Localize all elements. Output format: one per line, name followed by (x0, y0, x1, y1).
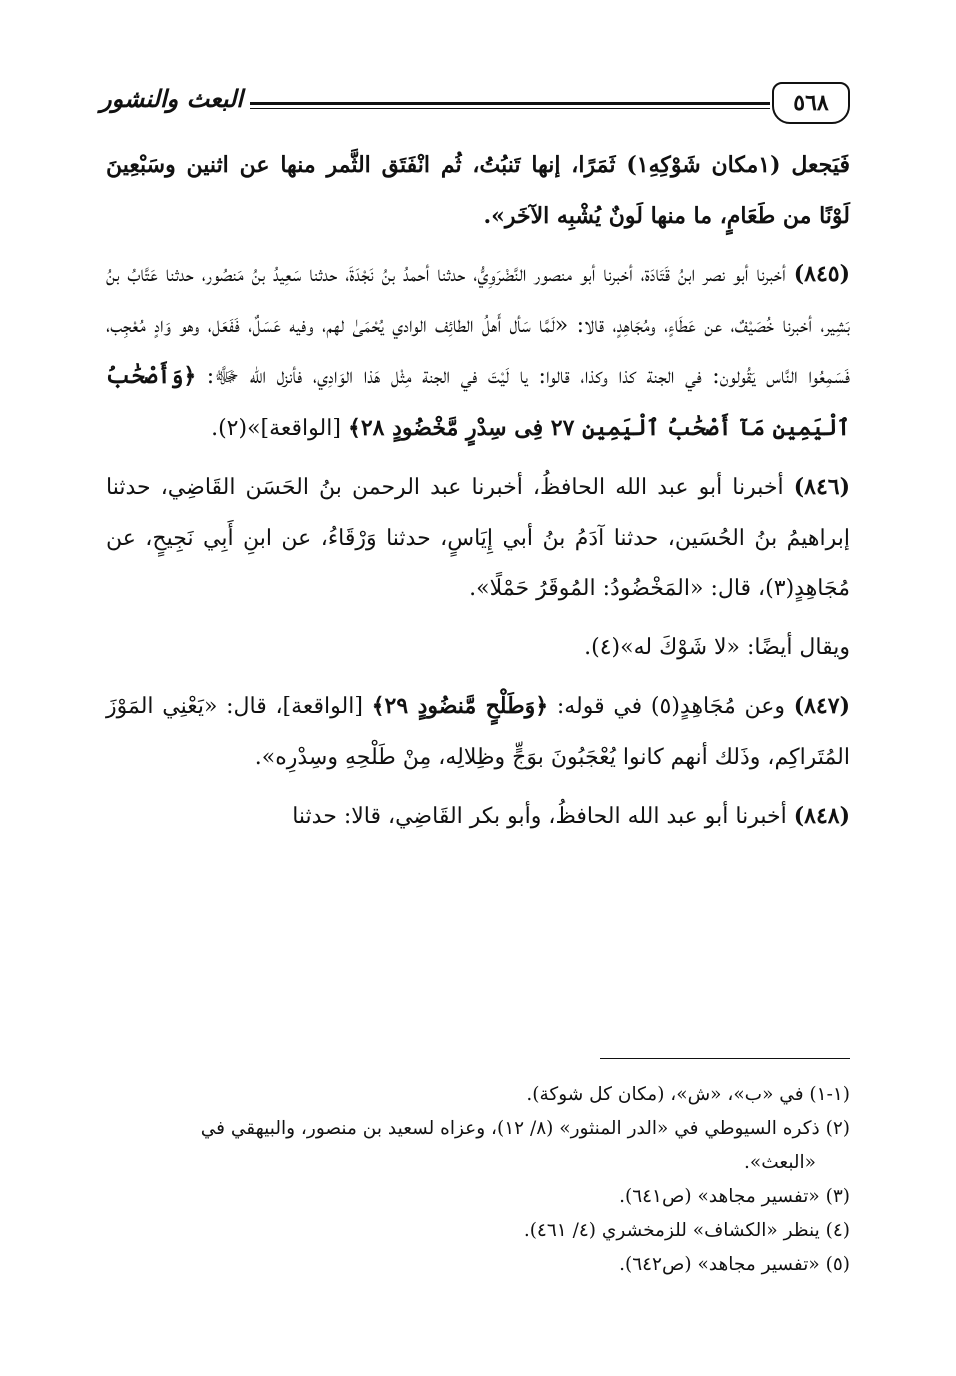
hadith-text: أخبرنا أبو عبد الله الحافظُ، وأبو بكر القَاضِي، قالا: حدثنا (292, 804, 787, 829)
hadith-text: [الواقعة]، قال: «يَعْنِي المَوْزَ المُتَراكِم، وذَلك أنهم كانوا يُعْجَبُونَ بوَجٍّ وظِلالِه، مِنْ طَلْحِهِ وسِدْرِه». (106, 694, 850, 770)
footnote-separator (600, 1058, 850, 1059)
hadith-number: (٨٤٨) (793, 803, 850, 829)
header-rule (250, 102, 770, 105)
hadith-number: (٨٤٧) (793, 693, 850, 719)
verse-reference: [الواقعة]»(٢). (211, 415, 341, 441)
footnote: (٥) «تفسير مجاهد» (ص٦٤٢). (619, 1254, 850, 1275)
quran-verse: ﴿وَطَلْحٍ مَّنضُودٍ ٢٩﴾ (371, 693, 549, 719)
hadith-number: (٨٤٦) (793, 474, 850, 500)
footnote: (٢) ذكره السيوطي في «الدر المنثور» (٨/ ١٢)، وعزاه لسعيد بن منصور، والبيهقي في (200, 1118, 850, 1139)
hadith-847 (106, 681, 850, 783)
page-number: ٥٦٨ (772, 82, 850, 124)
hadith-848 (106, 791, 850, 843)
footnote-continuation: «البعث». (744, 1152, 816, 1173)
hadith-text: وعن مُجَاهِدٍ(٥) في قوله: (556, 694, 785, 719)
footnotes (106, 1078, 850, 1282)
running-header (100, 82, 850, 128)
paragraph-continuation: فَيَجعل (١مكان شَوْكِهِ١) ثَمَرًا، إنها تَنبُتُ، ثُم انْفَتَق الثَّمر منها عن اثنين وسَبْعِينَ لَوْنًا من طَعَامٍ، ما منها لَونٌ يُشْبِه الآخَر». (106, 152, 850, 229)
header-rule-thin (250, 108, 770, 109)
hadith-845 (106, 249, 850, 454)
hadith-text: أخبرنا أبو عبد الله الحافظُ، أخبرنا عبد الرحمن بنُ الحَسَن القَاضِي، حدثنا إبراهيمُ بنُ الحُسَين، حدثنا آدَمُ بنُ أبي إِيَاسٍ، حدثنا وَرْقَاءُ، عن ابنِ أَبِي نَجِيحٍ، عن مُجَاهِدٍ(٣)، قال: «المَخْضُودُ: المُوقَرُ حَمْلًا». (106, 475, 850, 601)
hadith-846 (106, 462, 850, 615)
footnote: (٤) ينظر «الكشاف» للزمخشري (٤/ ٤٦١). (523, 1220, 850, 1241)
running-title: البعث والنشور (100, 84, 243, 113)
quran-verse: ﴿وَأَصْحَٰبُ ٱلْيَمِينِ مَآ أَصْحَٰبُ ٱلْيَمِينِ ٢٧ فِى سِدْرٍ مَّخْضُودٍ ٢٨﴾ (106, 363, 850, 441)
additional-saying: ويقال أيضًا: «لا شَوْكَ له»(٤). (584, 634, 850, 660)
hadith-text: أخبرنا أبو نصر ابنُ قَتَادَة، أخبرنا أبو منصور النَّضْرَوِيُّ، حدثنا أحمدُ بنُ نَجْدَةَ، حدثنا سَعِيدُ بنُ مَنصُور، حدثنا عَتَّابُ بنُ بَشِير، أخبرنا خُصَيْفٌ، عن عَطَاءٍ، ومُجَاهِدٍ، قالا: «لَمَّا سَأل أَهلُ الطائِف الوادي يُحْمَىٰ لهم، وفيه عَسَلٌ، فَفَعَل، وهو وَادٍ مُعْجِب، فَسَمِعُوا النَّاس يَقُولون: في الجنة كذا وكذا، قالوا: يا لَيْتَ في الجنة مِثْل هَذا الوَادِي، فأنزل الله ﷻ: (106, 262, 850, 389)
footnote: (٣) «تفسير مجاهد» (ص٦٤١). (619, 1186, 850, 1207)
footnote: (١-١) في «ب»، «ش»، (مكان كل شوكة). (526, 1084, 850, 1105)
main-text (106, 140, 850, 851)
hadith-number: (٨٤٥) (793, 261, 850, 287)
